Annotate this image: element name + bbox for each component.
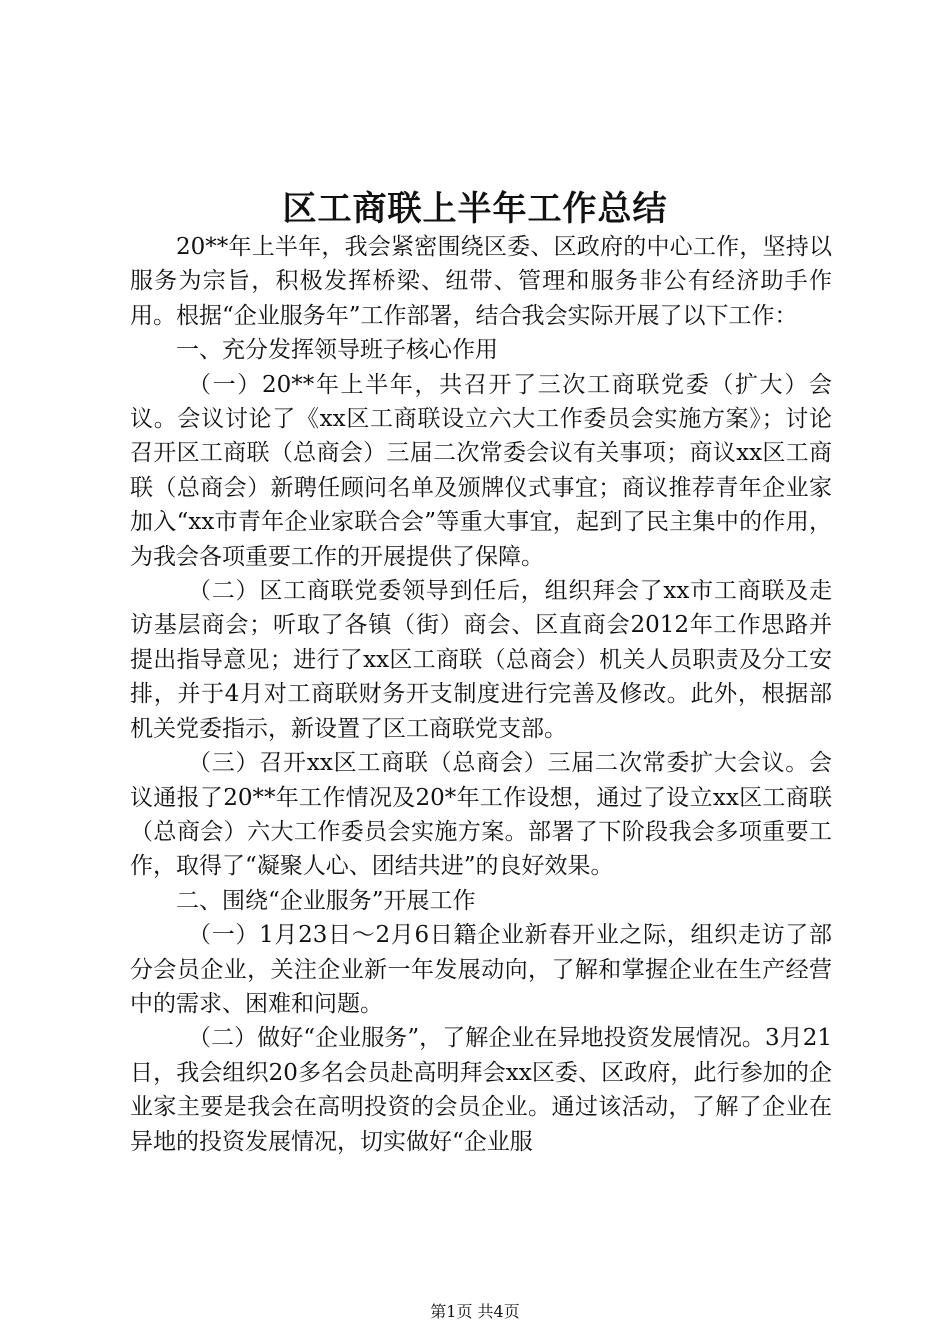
- intro-paragraph: 20**年上半年，我会紧密围绕区委、区政府的中心工作，坚持以服务为宗旨，积极发挥桥梁、纽带、管理和服务非公有经济助手作用。根据“企业服务年”工作部署，结合我会实际开展了以下工作：: [130, 234, 832, 329]
- paragraph-2-1: （一）1月23日～2月6日籍企业新春开业之际，组织走访了部分会员企业，关注企业新一年发展动向，了解和掌握企业在生产经营中的需求、困难和问题。: [130, 922, 832, 1017]
- section-heading-2: 二、围绕“企业服务”开展工作: [176, 887, 476, 914]
- paragraph-1-3: （三）召开xx区工商联（总商会）三届二次常委扩大会议。会议通报了20**年工作情况及20*年工作设想，通过了设立xx区工商联（总商会）六大工作委员会实施方案。部署了下阶段我会多项重要工作，取得了“凝聚人心、团结共进”的良好效果。: [130, 750, 832, 880]
- page-footer: 第1页 共4页: [430, 1302, 520, 1321]
- paragraph-2-2: （二）做好“企业服务”，了解企业在异地投资发展情况。3月21日，我会组织20多名会员赴高明拜会xx区委、区政府，此行参加的企业家主要是我会在高明投资的会员企业。通过该活动，了解了企业在异地的投资发展情况，切实做好“企业服: [130, 1025, 832, 1155]
- paragraph-1-2: （二）区工商联党委领导到任后，组织拜会了xx市工商联及走访基层商会；听取了各镇（街）商会、区直商会2012年工作思路并提出指导意见；进行了xx区工商联（总商会）机关人员职责及分工安排，并于4月对工商联财务开支制度进行完善及修改。此外，根据部机关党委指示，新设置了区工商联党支部。: [130, 578, 832, 742]
- document-body: [130, 230, 832, 1159]
- paragraph-1-1: （一）20**年上半年，共召开了三次工商联党委（扩大）会议。会议讨论了《xx区工商联设立六大工作委员会实施方案》；讨论召开区工商联（总商会）三届二次常委会议有关事项；商议xx区工商联（总商会）新聘任顾问名单及颁牌仪式事宜；商议推荐青年企业家加入“xx市青年企业家联合会”等重大事宜，起到了民主集中的作用，为我会各项重要工作的开展提供了保障。: [130, 371, 832, 570]
- document-title: 区工商联上半年工作总结: [282, 189, 668, 229]
- section-heading-1: 一、充分发挥领导班子核心作用: [176, 337, 498, 364]
